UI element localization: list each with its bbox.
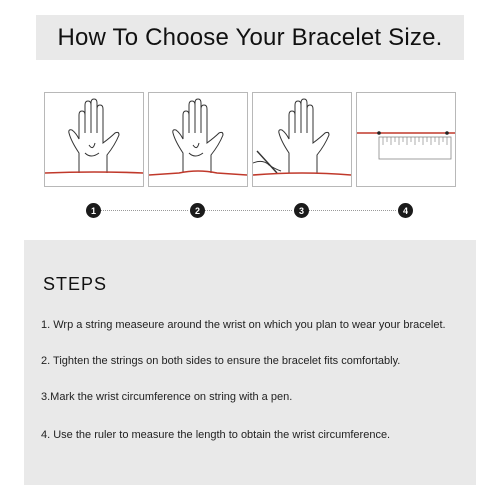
step-marker-4: 4 (398, 203, 413, 218)
hand-with-string-icon (149, 93, 247, 186)
steps-heading: STEPS (43, 274, 108, 294)
step-marker-3: 3 (294, 203, 309, 218)
steps-section (24, 240, 476, 485)
timeline-connector (100, 210, 188, 211)
hand-marking-string-icon (253, 93, 351, 186)
step-marker-1: 1 (86, 203, 101, 218)
string-line (253, 173, 351, 175)
step-marker-2: 2 (190, 203, 205, 218)
hand-with-string-icon (45, 93, 143, 186)
steps-timeline (44, 200, 456, 222)
step-instruction-2: 2. Tighten the strings on both sides to ensure the bracelet fits comfortably. (41, 355, 401, 367)
panel-step-2 (148, 92, 248, 187)
ruler-with-string-icon (357, 93, 455, 186)
title-banner (36, 15, 464, 60)
step-instruction-4: 4. Use the ruler to measure the length to obtain the wrist circumference. (41, 429, 391, 441)
timeline-connector (204, 210, 292, 211)
string-line (45, 172, 143, 173)
panel-step-1 (44, 92, 144, 187)
string-line (149, 171, 247, 175)
panel-step-3 (252, 92, 352, 187)
illustration-panels (44, 92, 456, 187)
timeline-connector (308, 210, 396, 211)
step-instruction-1: 1. Wrp a string measeure around the wrist on which you plan to wear your bracelet. (41, 319, 446, 331)
page-title: How To Choose Your Bracelet Size. (57, 23, 443, 51)
panel-step-4 (356, 92, 456, 187)
step-instruction-3: 3.Mark the wrist circumference on string with a pen. (41, 391, 293, 403)
